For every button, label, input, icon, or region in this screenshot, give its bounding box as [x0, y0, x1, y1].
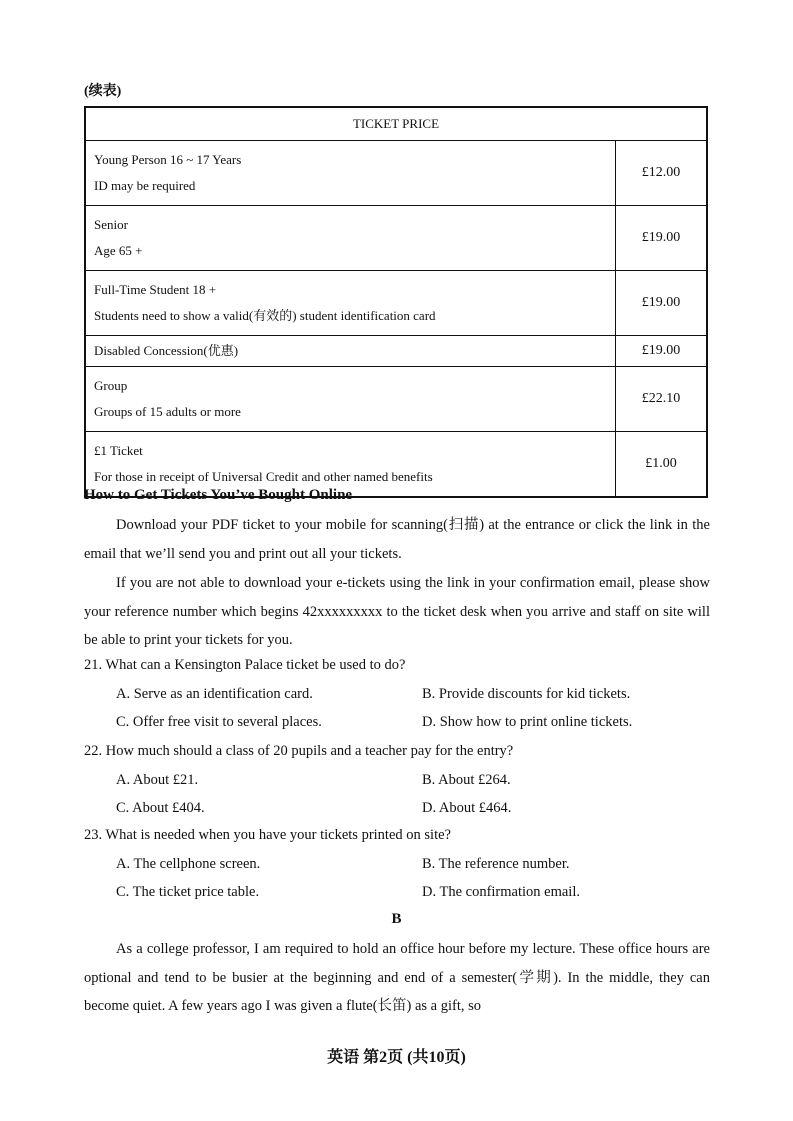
row-price: £19.00 — [616, 336, 708, 367]
row-note: ID may be required — [94, 178, 196, 193]
row-price: £12.00 — [616, 141, 708, 206]
option-b: B. The reference number. — [422, 856, 570, 872]
question-23: 23. What is needed when you have your tickets printed on site? — [84, 827, 451, 843]
paragraph: Download your PDF ticket to your mobile for scanning(扫描) at the entrance or click the link in the email that we’ll send you and print out all your tickets. — [84, 517, 710, 562]
row-title: Young Person 16 ~ 17 Years — [94, 152, 242, 167]
row-description — [85, 271, 616, 336]
option-c: C. About £404. — [116, 800, 205, 816]
table-row — [85, 367, 707, 432]
row-description — [85, 336, 616, 367]
row-title: Full-Time Student 18 + — [94, 282, 217, 297]
row-title: £1 Ticket — [94, 443, 143, 458]
option-b: B. About £264. — [422, 772, 511, 788]
passage-label: B — [391, 911, 402, 927]
table-row — [85, 271, 707, 336]
passage-b-text: As a college professor, I am required to hold an office hour before my lecture. These office hours are optional and tend to be busier at the beginning and end of a semester(学期). In the middle, they can become quiet. A few years ago I was given a flute(长笛) as a gift, so — [84, 941, 710, 1014]
option-a: A. Serve as an identification card. — [116, 686, 313, 702]
row-price: £22.10 — [616, 367, 708, 432]
row-price: £19.00 — [616, 271, 708, 336]
table-row — [85, 141, 707, 206]
row-price: £19.00 — [616, 206, 708, 271]
row-price: £1.00 — [616, 432, 708, 498]
option-c: C. Offer free visit to several places. — [116, 714, 322, 730]
row-description — [85, 367, 616, 432]
table-row — [85, 206, 707, 271]
table-row — [85, 336, 707, 367]
row-note: Students need to show a valid(有效的) student identification card — [94, 308, 436, 323]
option-a: A. The cellphone screen. — [116, 856, 261, 872]
row-title: Disabled Concession(优惠) — [94, 343, 239, 358]
row-description — [85, 206, 616, 271]
option-d: D. Show how to print online tickets. — [422, 714, 633, 730]
option-d: D. The confirmation email. — [422, 884, 580, 900]
option-a: A. About £21. — [116, 772, 199, 788]
table-header-row — [85, 107, 707, 141]
option-b: B. Provide discounts for kid tickets. — [422, 686, 631, 702]
row-title: Group — [94, 378, 128, 393]
paragraph: If you are not able to download your e-tickets using the link in your confirmation email, please show your reference number which begins 42xxxxxxxxx to the ticket desk when you arrive and staff on site will be able to print your tickets for you. — [84, 575, 710, 648]
question-21: 21. What can a Kensington Palace ticket be used to do? — [84, 657, 406, 673]
table-header: TICKET PRICE — [85, 107, 707, 141]
question-22: 22. How much should a class of 20 pupils and a teacher pay for the entry? — [84, 743, 514, 759]
row-title: Senior — [94, 217, 128, 232]
option-d: D. About £464. — [422, 800, 512, 816]
row-description — [85, 141, 616, 206]
continued-table-label: (续表) — [84, 84, 122, 99]
section-heading: How to Get Tickets You’ve Bought Online — [84, 487, 353, 503]
ticket-price-table — [84, 106, 708, 498]
row-note: Groups of 15 adults or more — [94, 404, 241, 419]
row-note: For those in receipt of Universal Credit and other named benefits — [94, 469, 433, 484]
page-footer: 英语 第2页 (共10页) — [327, 1049, 466, 1066]
option-c: C. The ticket price table. — [116, 884, 260, 900]
row-note: Age 65 + — [94, 243, 143, 258]
